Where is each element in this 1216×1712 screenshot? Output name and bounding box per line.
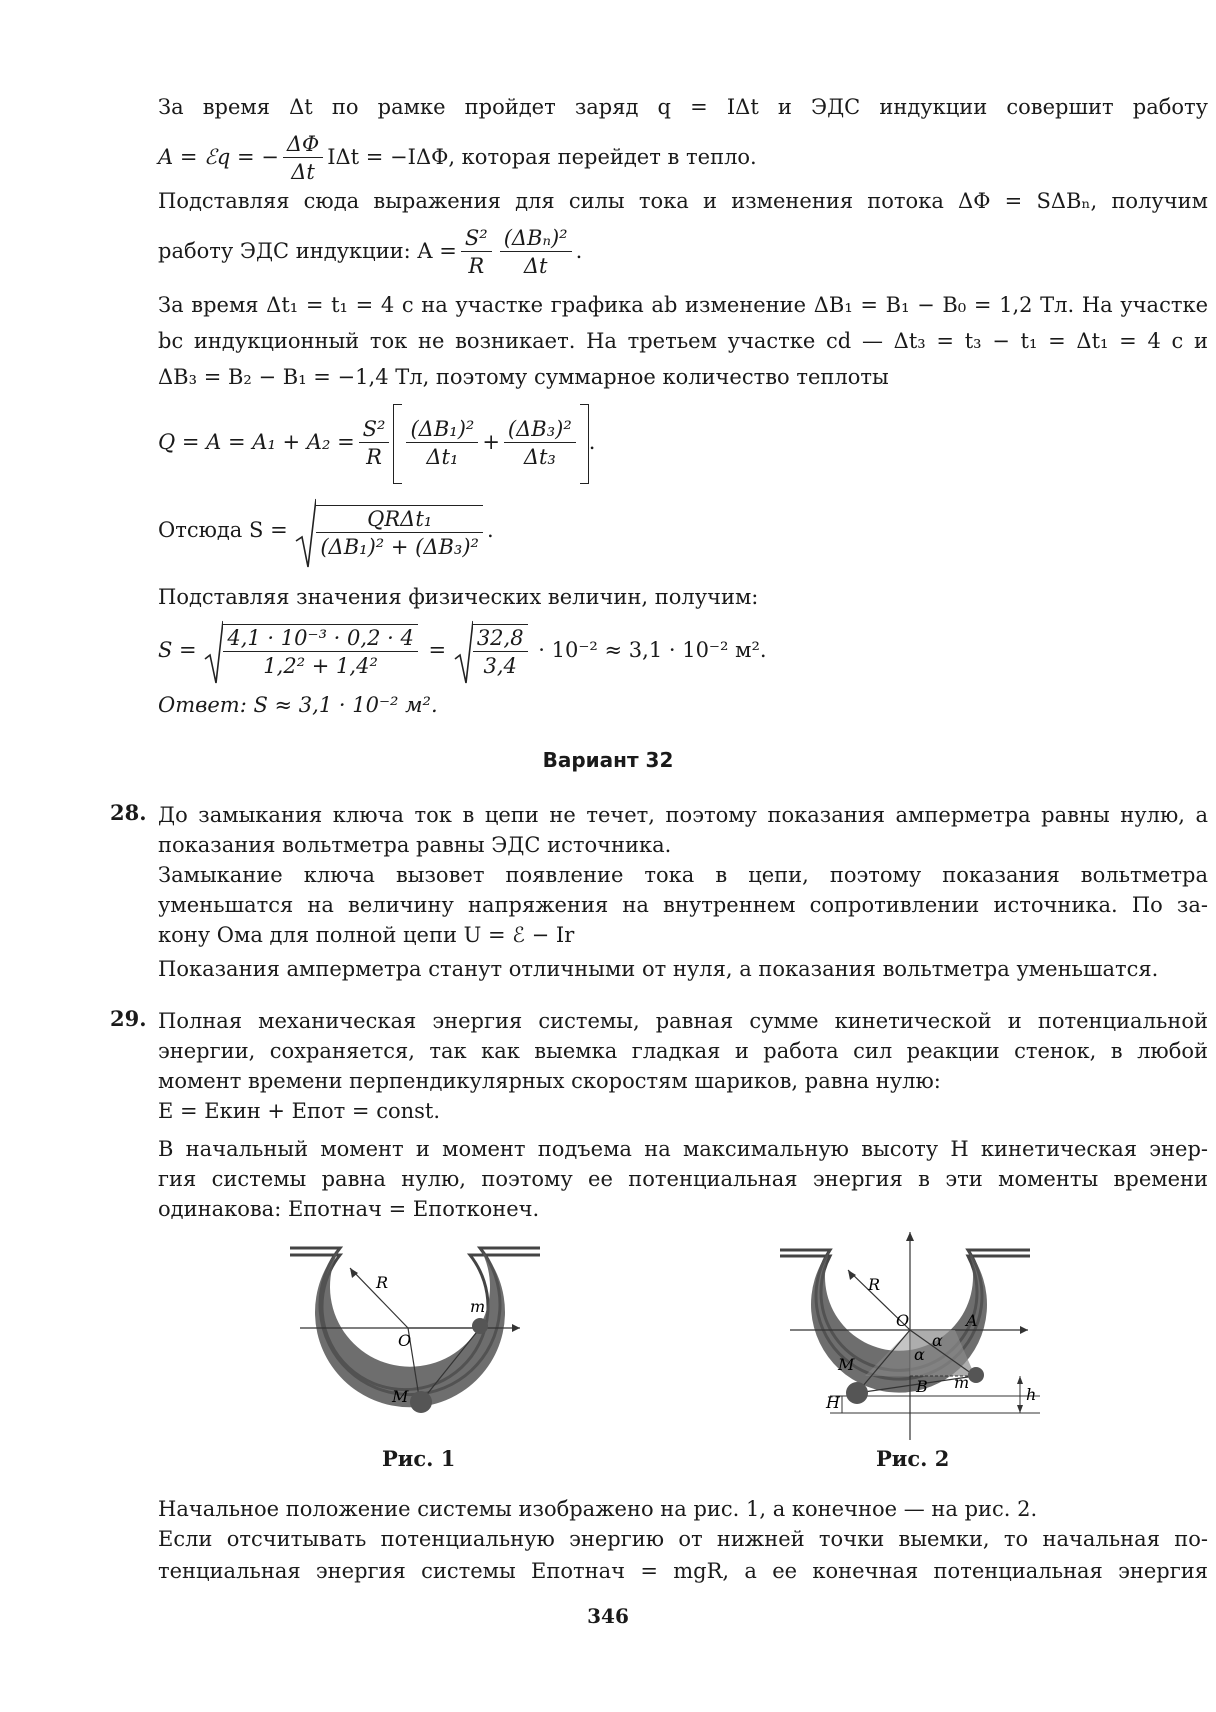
- label-A: A: [966, 1311, 978, 1330]
- figure-2: [770, 1228, 1070, 1448]
- problem-number: 28.: [110, 800, 147, 825]
- text-line: момент времени перпендикулярных скоростям шариков, равна нулю:: [158, 1069, 941, 1093]
- label-O: O: [896, 1311, 910, 1330]
- figure-1-caption: Рис. 1: [382, 1446, 456, 1471]
- text-line: показания вольтметра равны ЭДС источника.: [158, 833, 672, 857]
- text-line: В начальный момент и момент подъема на максимальную высоту H кинетическая энер-: [158, 1137, 1208, 1161]
- label-H: H: [826, 1393, 840, 1412]
- label-alpha: α: [932, 1331, 943, 1350]
- text-line: Показания амперметра станут отличными от нуля, а показания вольтметра уменьшатся.: [158, 957, 1159, 981]
- text-line: уменьшатся на величину напряжения на внутреннем сопротивлении источника. По за-: [158, 893, 1208, 917]
- text-line: гия системы равна нулю, поэтому ее потенциальная энергия в эти моменты времени: [158, 1167, 1208, 1191]
- figure-1: [280, 1240, 560, 1440]
- formula-calc: S = $\frac{\text{4,1 · 10⁻³ · 0,2 · 4}}{\text{1,2² + 1,4²}}$ = $\frac{32,8}{3,4}$ · 10⁻² ≈ 3,1 · 10⁻² м².: [158, 614, 1208, 686]
- answer-label: Ответ:: [158, 693, 247, 717]
- text-line: Если отсчитывать потенциальную энергию от нижней точки выемки, то начальная по-: [158, 1527, 1208, 1551]
- text-line: одинакова: Eпотнач = Eпотконеч.: [158, 1197, 540, 1221]
- variant-heading: Вариант 32: [542, 748, 674, 772]
- answer-line: Ответ: S ≈ 3,1 · 10⁻² м².: [158, 693, 438, 717]
- text-line: bc индукционный ток не возникает. На третьем участке cd — Δt₃ = t₃ − t₁ = Δt₁ = 4 с и: [158, 329, 1208, 353]
- label-alpha: α: [914, 1345, 925, 1364]
- text-line: До замыкания ключа ток в цепи не течет, поэтому показания амперметра равны нулю, а: [158, 803, 1208, 827]
- label-R: R: [376, 1273, 389, 1292]
- formula-work: A = ℰq = − $\frac{\Delta\Phi}{\Delta t}$ IΔt = −IΔΦ, которая перейдет в тепло.: [158, 132, 757, 184]
- formula-heat: Q = A = A₁ + A₂ = $\frac{\text{S²}}{R}$ $\frac{\text{(ΔB₁)²}}{\text{Δt₁}}$ + $\frac{\text{(ΔB₃)²}}{\text{Δt₃}}$ .: [158, 400, 1208, 484]
- label-R: R: [868, 1275, 881, 1294]
- label-m: m: [954, 1373, 970, 1392]
- text-line: ΔB₃ = B₂ − B₁ = −1,4 Тл, поэтому суммарное количество теплоты: [158, 365, 889, 389]
- text-line: Подставляя сюда выражения для силы тока и изменения потока ΔΦ = SΔBₙ, получим: [158, 189, 1208, 213]
- text-line: За время Δt по рамке пройдет заряд q = IΔt и ЭДС индукции совершит работу: [158, 95, 1208, 119]
- page-number: 346: [587, 1604, 629, 1628]
- label-m: m: [470, 1297, 486, 1316]
- label-h: h: [1026, 1385, 1037, 1404]
- problem-number: 29.: [110, 1006, 147, 1031]
- figure-2-caption: Рис. 2: [876, 1446, 950, 1471]
- formula-work-emf: работу ЭДС индукции: A = $\frac{\text{S²}}{R}$ $\frac{\text{(ΔBₙ)²}}{\Delta t}$ .: [158, 226, 583, 278]
- text-line: энергии, сохраняется, так как выемка гладкая и работа сил реакции стенок, в любой: [158, 1039, 1208, 1063]
- text-line: Подставляя значения физических величин, получим:: [158, 585, 759, 609]
- label-M: M: [838, 1355, 855, 1374]
- label-B: B: [916, 1377, 928, 1396]
- label-M: M: [392, 1387, 409, 1406]
- text-line: Начальное положение системы изображено на рис. 1, а конечное — на рис. 2.: [158, 1497, 1038, 1521]
- label-O: O: [398, 1331, 412, 1350]
- text-line: E = Eкин + Eпот = const.: [158, 1099, 441, 1123]
- formula-area: Отсюда S = $\frac{\text{QRΔt₁}}{\text{(ΔB₁)² + (ΔB₃)²}}$ .: [158, 492, 1208, 568]
- text-line: Полная механическая энергия системы, равная сумме кинетической и потенциальной: [158, 1009, 1208, 1033]
- text-line: Замыкание ключа вызовет появление тока в цепи, поэтому показания вольтметра: [158, 863, 1208, 887]
- text-line: кону Ома для полной цепи U = ℰ − Ir: [158, 923, 575, 947]
- sqrt-sign: [294, 497, 316, 569]
- sqrt-sign: [453, 619, 473, 685]
- sqrt-sign: [203, 619, 223, 685]
- text-line: тенциальная энергия системы Eпотнач = mgR, а ее конечная потенциальная энергия: [158, 1559, 1208, 1583]
- text-line: За время Δt₁ = t₁ = 4 с на участке графика ab изменение ΔB₁ = B₁ − B₀ = 1,2 Тл. На участке: [158, 293, 1208, 317]
